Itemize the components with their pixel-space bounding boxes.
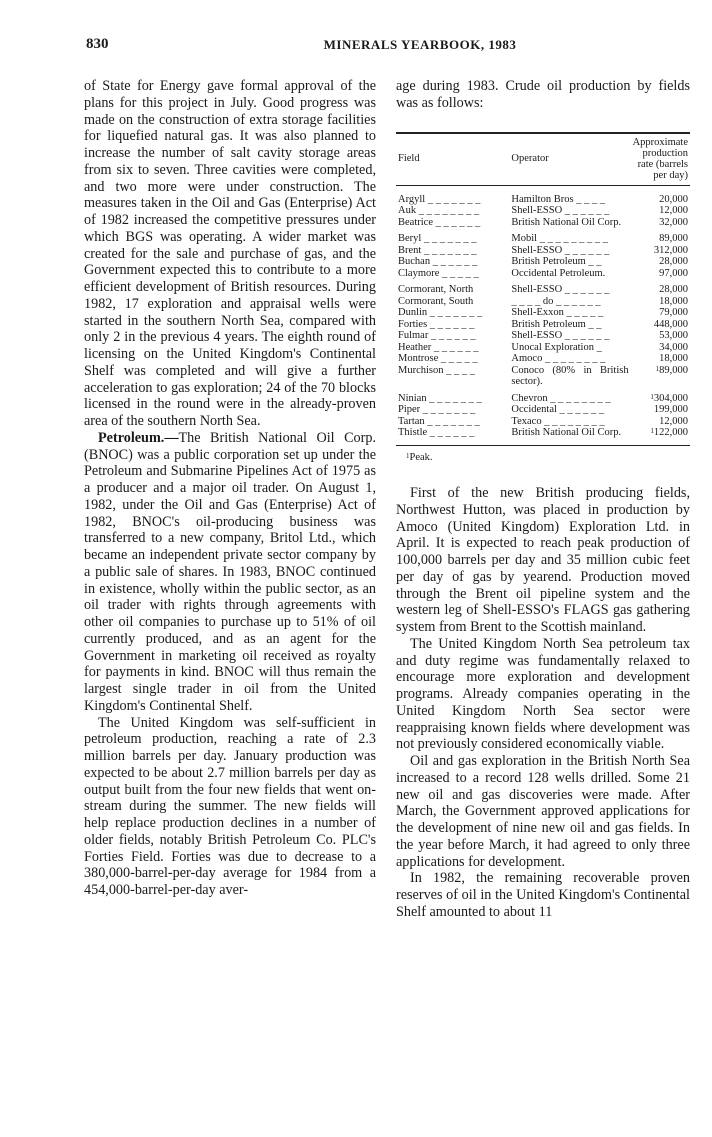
cell-rate bbox=[631, 228, 690, 245]
cell-rate bbox=[631, 185, 690, 205]
page-number: 830 bbox=[86, 36, 109, 52]
cell-field: Beryl _ _ _ _ _ _ _ bbox=[398, 233, 477, 244]
cell-rate bbox=[631, 205, 690, 217]
cell-field: Dunlin _ _ _ _ _ _ _ bbox=[398, 307, 483, 318]
cell-rate bbox=[631, 330, 690, 342]
table-row bbox=[396, 228, 690, 245]
table-row bbox=[396, 353, 690, 365]
cell-field: Claymore _ _ _ _ _ bbox=[398, 267, 479, 279]
rate-value: 28,000 bbox=[659, 256, 688, 267]
paragraph-gas-continued: of State for Energy gave formal approval of the plans for this project in July. Good progress was made on the construction of extra storage facilities for liquefied natural gas. It was also planned to increase the number of salt cavity storage areas from six to seven. Three cavities were completed, and two more were under construction. The measures taken in the Oil and Gas (Enterprise) Act of 1982 increased the competitive pressures under which BGS was operating. A wider market was created for the sale and purchase of gas, and the Government expected this to contribute to a more efficient development of British resources. During 1982, 17 exploration and appraisal wells were started in the southern North Sea, compared with only 2 in the previous 4 years. The eighth round of licensing on the United Kingdom's Continental Shelf was completed and will give a further acceleration to gas exploration; 24 of the 70 blocks licensed in the round were in the already-proven area of the southern North Sea. bbox=[84, 78, 376, 429]
table-row bbox=[396, 330, 690, 342]
right-column bbox=[396, 78, 690, 921]
rate-value: 20,000 bbox=[659, 193, 688, 205]
cell-rate bbox=[631, 256, 690, 268]
footnote-reference: 1 bbox=[655, 364, 660, 373]
col-header-field: Field bbox=[396, 133, 509, 185]
table-row bbox=[396, 404, 690, 416]
rate-value: 304,000 bbox=[653, 392, 688, 404]
rate-value: 18,000 bbox=[659, 295, 688, 307]
cell-field: Tartan _ _ _ _ _ _ _ bbox=[398, 415, 480, 427]
rate-value: 34,000 bbox=[659, 341, 688, 353]
footnote-reference: 1 bbox=[650, 392, 654, 401]
paragraph-table-intro: age during 1983. Crude oil production by fields was as follows: bbox=[396, 78, 690, 111]
cell-operator: Shell-ESSO _ _ _ _ _ _ bbox=[511, 205, 610, 216]
table-row bbox=[396, 388, 690, 405]
cell-field: Fulmar _ _ _ _ _ _ bbox=[398, 330, 476, 341]
run-in-heading-petroleum: Petroleum.— bbox=[98, 429, 179, 446]
cell-field: Heather _ _ _ _ _ _ bbox=[398, 341, 479, 353]
rate-value: 97,000 bbox=[659, 267, 688, 279]
paragraph-petroleum bbox=[84, 430, 376, 715]
running-title: MINERALS YEARBOOK, 1983 bbox=[323, 37, 517, 52]
cell-rate bbox=[631, 388, 690, 405]
cell-operator: Shell-ESSO _ _ _ _ _ _ bbox=[511, 244, 610, 256]
cell-operator: Texaco _ _ _ _ _ _ _ _ bbox=[511, 415, 605, 427]
cell-rate bbox=[631, 427, 690, 445]
table-body bbox=[396, 185, 690, 445]
cell-field: Brent _ _ _ _ _ _ _ bbox=[398, 244, 477, 256]
cell-operator: British Petroleum _ _ bbox=[511, 256, 602, 267]
cell-field: Cormorant, North bbox=[398, 284, 474, 295]
cell-operator: Mobil _ _ _ _ _ _ _ _ _ bbox=[511, 233, 608, 244]
cell-operator: British National Oil Corp. bbox=[511, 216, 622, 228]
cell-operator: _ _ _ _ do _ _ _ _ _ _ bbox=[511, 295, 601, 307]
paragraph-self-sufficient: The United Kingdom was self-sufficient in petroleum production, reaching a rate of 2.3 million barrels per day. January production was expected to be about 2.7 million barrels per day as output built from the four new fields that went on-stream during the summer. The new fields will help replace production declines in a number of older fields, notably British Petroleum Co. PLC's Forties Field. Forties was due to decrease to a 380,000-barrel-per-day average for 1984 from a 454,000-barrel-per-day aver- bbox=[84, 714, 376, 898]
paragraph-northwest-hutton: First of the new British producing fields, Northwest Hutton, was placed in production by Amoco (United Kingdom) Exploration Ltd. in April. It is expected to reach peak production of 100,000 barrels per day and 35 million cubic feet per day of gas by yearend. Production moved through the Brent oil pipeline system and the western leg of Shell-ESSO's FLAGS gas gathering system from Brent to the Scottish mainland. bbox=[396, 485, 690, 635]
cell-rate bbox=[631, 279, 690, 296]
cell-operator: Chevron _ _ _ _ _ _ _ _ bbox=[511, 392, 611, 404]
left-column bbox=[84, 78, 376, 899]
table-row bbox=[396, 217, 690, 229]
col-header-rate: Approximate production rate (barrels per day) bbox=[631, 133, 690, 185]
paragraph-reserves: In 1982, the remaining recoverable proven reserves of oil in the United Kingdom's Continental Shelf amounted to about 11 bbox=[396, 870, 690, 920]
rate-value: 79,000 bbox=[659, 307, 688, 318]
paragraph-petroleum-text: The British National Oil Corp. (BNOC) was a public corporation set up under the Petroleum and Submarine Pipelines Act of 1975 as a producer and a major oil trader. On August 1, 1982, under the Oil and Gas (Enterprise) Act of 1982, BNOC's oil-producing business was transferred to a new company, Britol Ltd., which became an independent private sector company by a public sale of shares. In 1983, BNOC continued in existence, wholly within the public sector, as an oil trader with rights through agreements with other oil companies to purchase up to 51% of oil currently produced, and as an agent for the Government in marketing oil received as royalty for payments in kind. BNOC will thus remain the largest single trader in oil from the United Kingdom's Continental Shelf. bbox=[84, 429, 376, 714]
table-row bbox=[396, 416, 690, 428]
production-by-field-table bbox=[396, 132, 690, 446]
cell-operator: British National Oil Corp. bbox=[509, 427, 630, 445]
cell-field: Beatrice _ _ _ _ _ _ bbox=[398, 216, 481, 228]
table-row bbox=[396, 279, 690, 296]
table-row bbox=[396, 307, 690, 319]
cell-field: Forties _ _ _ _ _ _ bbox=[398, 318, 475, 330]
table-row bbox=[396, 245, 690, 257]
cell-operator: British Petroleum _ _ bbox=[511, 318, 602, 330]
cell-operator: Amoco _ _ _ _ _ _ _ _ bbox=[511, 353, 606, 364]
rate-value: 89,000 bbox=[659, 233, 688, 244]
table-row bbox=[396, 256, 690, 268]
cell-operator: Occidental _ _ _ _ _ _ bbox=[511, 404, 605, 415]
cell-operator: Occidental Petroleum. bbox=[511, 267, 606, 279]
table-row bbox=[396, 319, 690, 331]
cell-rate bbox=[631, 319, 690, 331]
cell-rate bbox=[631, 268, 690, 280]
cell-rate bbox=[631, 307, 690, 319]
cell-field: Thistle _ _ _ _ _ _ bbox=[396, 427, 509, 445]
rate-value: 12,000 bbox=[659, 415, 688, 427]
footnote-text: Peak. bbox=[409, 451, 433, 463]
cell-rate bbox=[631, 296, 690, 308]
cell-field: Argyll _ _ _ _ _ _ _ bbox=[398, 193, 481, 205]
cell-operator: Shell-ESSO _ _ _ _ _ _ bbox=[511, 284, 610, 295]
cell-field: Murchison _ _ _ _ bbox=[398, 364, 475, 376]
table-row bbox=[396, 365, 690, 388]
table-row bbox=[396, 296, 690, 308]
production-table-block bbox=[396, 132, 690, 464]
cell-rate bbox=[631, 342, 690, 354]
table-row bbox=[396, 185, 690, 205]
paragraph-tax-regime: The United Kingdom North Sea petroleum tax and duty regime was fundamentally relaxed to encourage more exploration and development programs. Already companies operating in the United Kingdom North Sea sector were reappraising known fields where development was not previously considered economically viable. bbox=[396, 635, 690, 753]
table-row bbox=[396, 205, 690, 217]
rate-value: 12,000 bbox=[659, 205, 688, 216]
rate-value: 448,000 bbox=[653, 318, 688, 330]
cell-rate bbox=[631, 404, 690, 416]
col-header-operator: Operator bbox=[509, 133, 630, 185]
cell-operator: Unocal Exploration _ bbox=[511, 341, 602, 353]
cell-field: Auk _ _ _ _ _ _ _ _ bbox=[398, 205, 480, 216]
cell-field: Montrose _ _ _ _ _ bbox=[398, 353, 478, 364]
cell-field: Piper _ _ _ _ _ _ _ bbox=[398, 404, 476, 415]
rate-value: 28,000 bbox=[659, 284, 688, 295]
cell-rate bbox=[631, 217, 690, 229]
rate-value: 53,000 bbox=[659, 330, 688, 341]
table-row bbox=[396, 342, 690, 354]
cell-operator: Shell-ESSO _ _ _ _ _ _ bbox=[511, 330, 610, 341]
rate-value: 32,000 bbox=[659, 216, 688, 228]
table-row bbox=[396, 427, 690, 445]
paragraph-exploration: Oil and gas exploration in the British North Sea increased to a record 128 wells drilled. Some 21 new oil and gas discoveries were made. After March, the Government approved applications for the development of nine new oil and gas fields. In the year before March, it had agreed to only three applications for development. bbox=[396, 753, 690, 870]
cell-rate bbox=[631, 353, 690, 365]
cell-operator: Shell-Exxon _ _ _ _ _ bbox=[511, 307, 604, 318]
cell-rate bbox=[631, 365, 690, 388]
rate-value: 199,000 bbox=[653, 404, 688, 415]
cell-field: Buchan _ _ _ _ _ _ bbox=[398, 256, 478, 267]
footnote-mark: 1 bbox=[406, 451, 410, 460]
rate-value: 122,000 bbox=[653, 427, 688, 438]
table-footnote bbox=[406, 452, 690, 464]
cell-operator: Hamilton Bros _ _ _ _ bbox=[511, 193, 606, 205]
cell-field: Cormorant, South bbox=[398, 295, 474, 307]
rate-value: 312,000 bbox=[653, 244, 688, 256]
cell-field: Ninian _ _ _ _ _ _ _ bbox=[398, 392, 482, 404]
rate-value: 18,000 bbox=[659, 353, 688, 364]
cell-rate bbox=[631, 245, 690, 257]
cell-operator: Conoco (80% in British sector). bbox=[511, 364, 629, 387]
cell-rate bbox=[631, 416, 690, 428]
footnote-reference: 1 bbox=[650, 427, 654, 435]
rate-value: 89,000 bbox=[659, 364, 688, 376]
table-row bbox=[396, 268, 690, 280]
